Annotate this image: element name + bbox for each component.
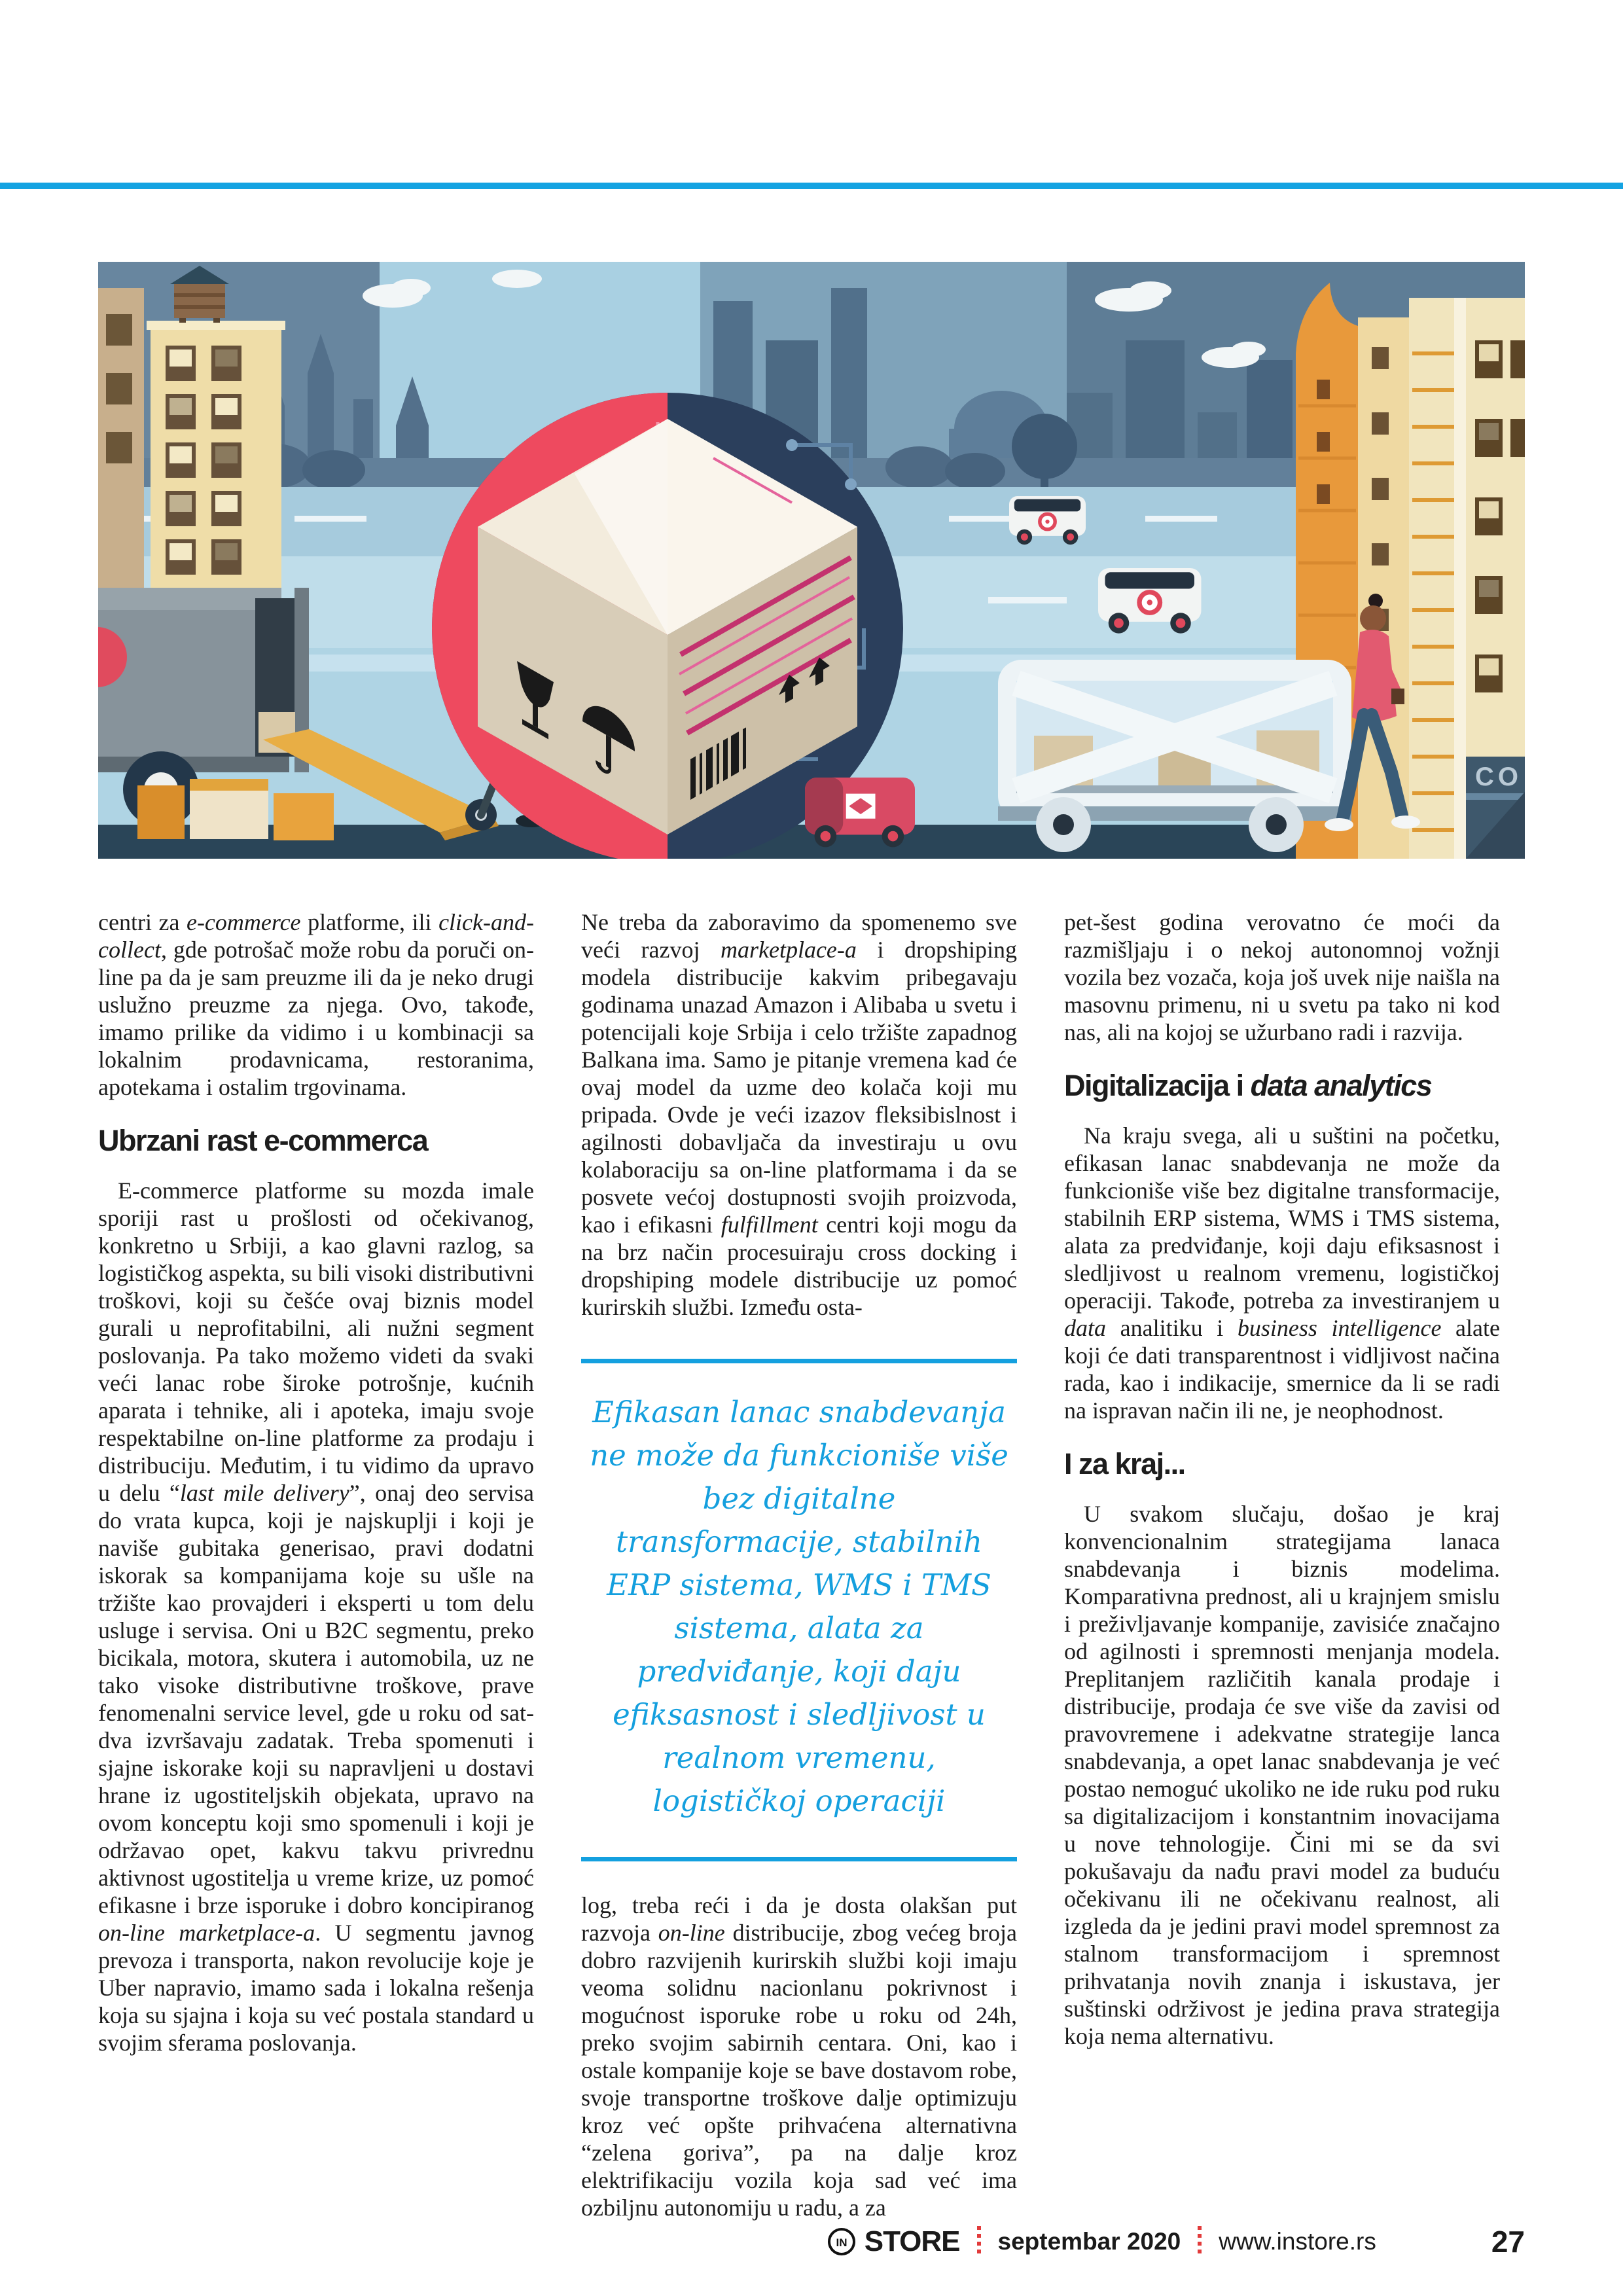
issue-date: septembar 2020 — [997, 2228, 1181, 2255]
instore-logo — [827, 2225, 960, 2258]
logo-in-text: IN — [836, 2236, 847, 2249]
page-number: 27 — [1491, 2225, 1525, 2259]
storefront-sign: CO — [1475, 762, 1522, 791]
top-accent-rule — [0, 183, 1623, 189]
column-1 — [98, 908, 534, 2056]
storefront — [1466, 757, 1525, 859]
column-2 — [581, 908, 1017, 2221]
paragraph: Na kraju svega, ali u suštini na početku, efikasan lanac snabdevanja ne može da funkcioniše više bez digitalne transformacije, stabilnih ERP sistema, WMS i TMS sistema, alata za predviđanje, koji daju efiksasnost i sledljivost u realnom vremenu, logističkoj operaciji. Takođe, potreba za investiranjem u data analitiku i business intelligence alate koji će dati transparentnost i vidljivost načina rada, kao i indikacije, smernice da li se radi na ispravan način ili ne, je neophodnost. — [1064, 1122, 1500, 1424]
article-body — [98, 908, 1500, 2221]
paragraph: Ne treba da zaboravimo da spomenemo sve veći razvoj marketplace-a i dropshiping modela distribucije kakvim pribegavaju godinama unazad Amazon i Alibaba u svetu i potencijali koje Srbija i celo tržište zapadnog Balkana ima. Samo je pitanje vremena kad će ovaj model da uzme deo kolača koji mu pripada. Ovde je veći izazov fleksibislnost i agilnosti dobavljača da investiraju u ovu kolaboraciju sa on-line platformama i da se posvete većoj dostupnosti svojih proizvoda, kao i efikasni fulfillment centri koji mogu da na brz način procesuiraju cross docking i dropshiping modele distribucije uz pomoć kurirskih službi. Između osta- — [581, 909, 1017, 1320]
pull-quote: Efikasan lanac snabdevanja ne može da funkcioniše više bez digitalne transformacije, stabilnih ERP sistema, WMS i TMS sistema, alata za predviđanje, koji daju efiksasnost i sledljivost u realnom vremenu, logističkoj operaciji — [581, 1359, 1017, 1861]
paragraph-continuation: log, treba reći i da je dosta olakšan put razvoja on-line distribucije, zbog većeg broja dobro razvijenih kurirskih službi koji imaju veoma solidnu nacionlanu pokrivnost i mogućnost isporuke robe u roku od 24h, preko svojim sabirnih centara. Oni, kao i ostale kompanije koje se bave dostavom robe, svoje transportne troškove dalje optimizuju kroz već opšte prihvaćena alternativna “zelena goriva”, pa na dalje kroz elektrifikaciju vozila koja sad već ima ozbiljnu autonomiju u radu, a za — [581, 1892, 1017, 2221]
hero-illustration — [98, 262, 1525, 859]
page-footer — [98, 2224, 1525, 2259]
hero-illustration-svg — [98, 262, 1525, 859]
paragraph: U svakom slučaju, došao je kraj konvencionalnim strategijama lanaca snabdevanja i biznis modelima. Komparativna prednost, ali u krajnjem smislu i preživljavanje kompanije, zavisiće značajno od agilnosti i spremnosti menjanja modela. Preplitanjem različitih kanala prodaje i distribucije, prodaja će sve više da zavisi od pravovremene i adekvatne strategije lanca snabdevanja, a opet lanac snabdevanja je već postao nemoguć ukoliko ne ide ruku pod ruku sa digitalizacijom i konstantnim inovacijama u nove tehnologije. Čini mi se da svi pokušavaju da nađu pravi model za buduću očekivanu ili ne očekivanu realnost, ali izgleda da je jedini pravi model spremnost za stalnom transformacijom i spremnost prihvatanja novih znanja i iskustava, jer suštinski održivost je jedina prava strategija koja nema alternativu. — [1064, 1501, 1500, 2049]
website-url: www.instore.rs — [1219, 2228, 1376, 2255]
logo-store-text: STORE — [864, 2225, 960, 2257]
section-heading-digitalization: Digitalizacija i data analytics — [1064, 1069, 1432, 1102]
section-heading-conclusion: I za kraj... — [1064, 1447, 1185, 1480]
dotted-separator — [977, 2226, 981, 2257]
column-3 — [1064, 908, 1500, 2050]
paragraph-continuation: pet-šest godina verovatno će moći da razmišljaju i o nekoj autonomnoj vožnji vozila bez vozača, koja još uvek nije naišla na masovnu primenu, ni u svetu pa tako ni kod nas, ali na kojoj se užurbano radi i razvija. — [1064, 909, 1500, 1045]
paragraph: E-commerce platforme su mozda imale sporiji rast u prošlosti od očekivanog, konkretno u Srbiji, a kao glavni razlog, sa logističkog aspekta, su bili visoki distributivni troškovi, koji su češće ovaj biznis model gurali u neprofitabilni, ali nužni segment poslovanja. Pa tako možemo videti da svaki veći lanac robe široke potrošnje, kućnih aparata i tehnike, ali i apoteka, imaju svoje respektabilne on-line platforme za prodaju i distribuciju. Međutim, i tu vidimo da upravo u delu “last mile delivery”, onaj deo servisa do vrata kupca, koji je najskuplji i koji je naviše gubitaka generisao, pravi dodatni iskorak sa kompanijama koje su ušle na tržište kao provajderi i eksperti u tom delu usluge i servisa. Oni u B2C segmentu, preko bicikala, motora, skutera i automobila, uz ne tako visoke distributivne troškove, prave fenomenalni service level, gde u roku od sat-dva izvršavaju zadatak. Treba spomenuti i sjajne iskorake koji su napravljeni u dostavi hrane iz ugostiteljskih objekata, upravo na ovom konceptu koji smo spomenuli i koji je održavao opet, kakvu takvu privrednu aktivnost ugostitelja u vreme krize, uz pomoć efikasne i brze isporuke i dobro koncipiranog on-line marketplace-a. U segmentu javnog prevoza i transporta, nakon revolucije koje je Uber napravio, imamo sada i lokalna rešenja koja su sjajna i koja su već postala standard u svojim sferama poslovanja. — [98, 1177, 535, 2056]
dotted-separator — [1198, 2226, 1202, 2257]
paragraph-continuation: centri za e-commerce platforme, ili click-and-collect, gde potrošač može robu da poruči on-line pa da je sam preuzme ili da je neko drugi uslužno preuzme za njega. Ovo, takođe, imamo prilike da vidimo i u kombinacji sa lokalnim prodavnicama, restoranima, apotekama i ostalim trgovinama. — [98, 909, 534, 1100]
section-heading-ecommerce-growth: Ubrzani rast e-commerca — [98, 1124, 428, 1157]
instore-logo-icon — [827, 2227, 857, 2257]
